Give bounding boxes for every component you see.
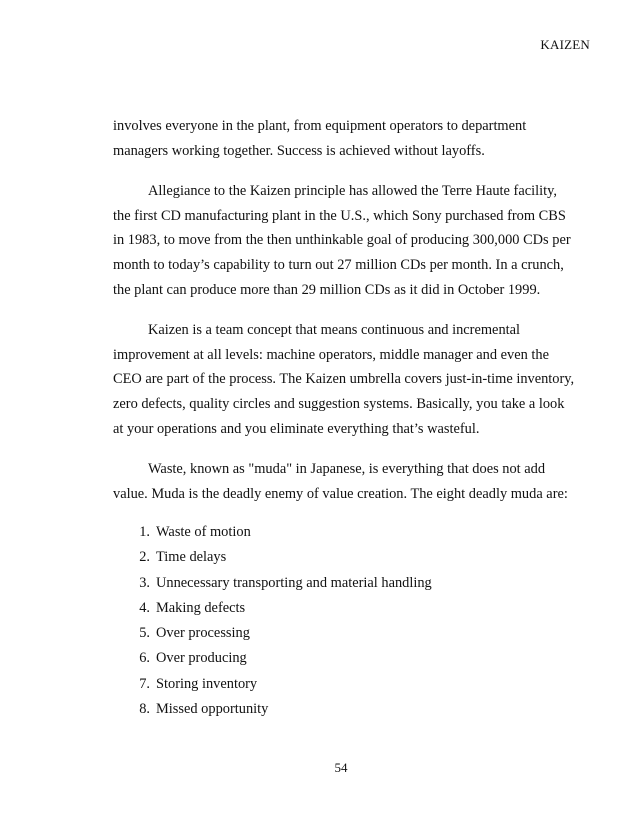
paragraph-line: zero defects, quality circles and suggestion systems. Basically, you take a look — [113, 395, 565, 412]
list-item-text: Storing inventory — [156, 675, 258, 692]
paragraph-line: involves everyone in the plant, from equipment operators to department — [113, 118, 527, 134]
list-item-number: 8. — [139, 701, 150, 718]
list-item — [113, 646, 432, 671]
paragraph-line: at your operations and you eliminate everything that’s wasteful. — [113, 420, 480, 437]
list-item-number: 6. — [139, 650, 150, 667]
list-item — [113, 621, 432, 646]
paragraph-2 — [113, 179, 593, 302]
paragraph-line: the first CD manufacturing plant in the U.S., which Sony purchased from CBS — [113, 207, 566, 224]
list-item — [113, 571, 432, 596]
paragraph-1 — [113, 114, 593, 163]
paragraph-line: month to today’s capability to turn out 27 million CDs per month. In a crunch, — [113, 256, 564, 273]
paragraph-line: managers working together. Success is achieved without layoffs. — [113, 142, 485, 159]
body-text — [113, 114, 593, 522]
list-item-text: Making defects — [156, 599, 246, 616]
paragraph-line: Waste, known as "muda" in Japanese, is everything that does not add — [148, 461, 546, 478]
list-item-text: Unnecessary transporting and material handling — [156, 574, 432, 591]
muda-list — [113, 520, 432, 722]
list-item — [113, 672, 432, 697]
paragraph-3 — [113, 318, 593, 441]
paragraph-line: CEO are part of the process. The Kaizen umbrella covers just-in-time inventory, — [113, 371, 575, 388]
list-item — [113, 520, 432, 545]
paragraph-line: value. Muda is the deadly enemy of value creation. The eight deadly muda are: — [113, 485, 568, 502]
list-item-text: Over processing — [156, 625, 250, 642]
paragraph-line: in 1983, to move from the then unthinkable goal of producing 300,000 CDs per — [113, 232, 571, 249]
paragraph-4 — [113, 457, 593, 506]
list-item-text: Waste of motion — [156, 524, 251, 540]
list-item-number: 5. — [139, 625, 150, 642]
list-item-text: Over producing — [156, 650, 247, 667]
paragraph-line: Kaizen is a team concept that means continuous and incremental — [148, 322, 521, 339]
paragraph-line: improvement at all levels: machine operators, middle manager and even the — [113, 346, 549, 363]
list-item-number: 2. — [139, 549, 150, 566]
running-head: KAIZEN — [540, 37, 590, 52]
list-item-number: 4. — [139, 599, 150, 616]
page-number: 54 — [334, 760, 348, 775]
list-item — [113, 596, 432, 621]
paragraph-line: Allegiance to the Kaizen principle has allowed the Terre Haute facility, — [148, 183, 557, 200]
list-item — [113, 545, 432, 570]
list-item-number: 3. — [139, 574, 150, 591]
list-item-number: 1. — [139, 524, 150, 540]
list-item-text: Time delays — [156, 549, 227, 566]
list-item — [113, 697, 432, 722]
list-item-number: 7. — [139, 675, 150, 692]
paragraph-line: the plant can produce more than 29 million CDs as it did in October 1999. — [113, 281, 541, 298]
list-item-text: Missed opportunity — [156, 701, 269, 718]
